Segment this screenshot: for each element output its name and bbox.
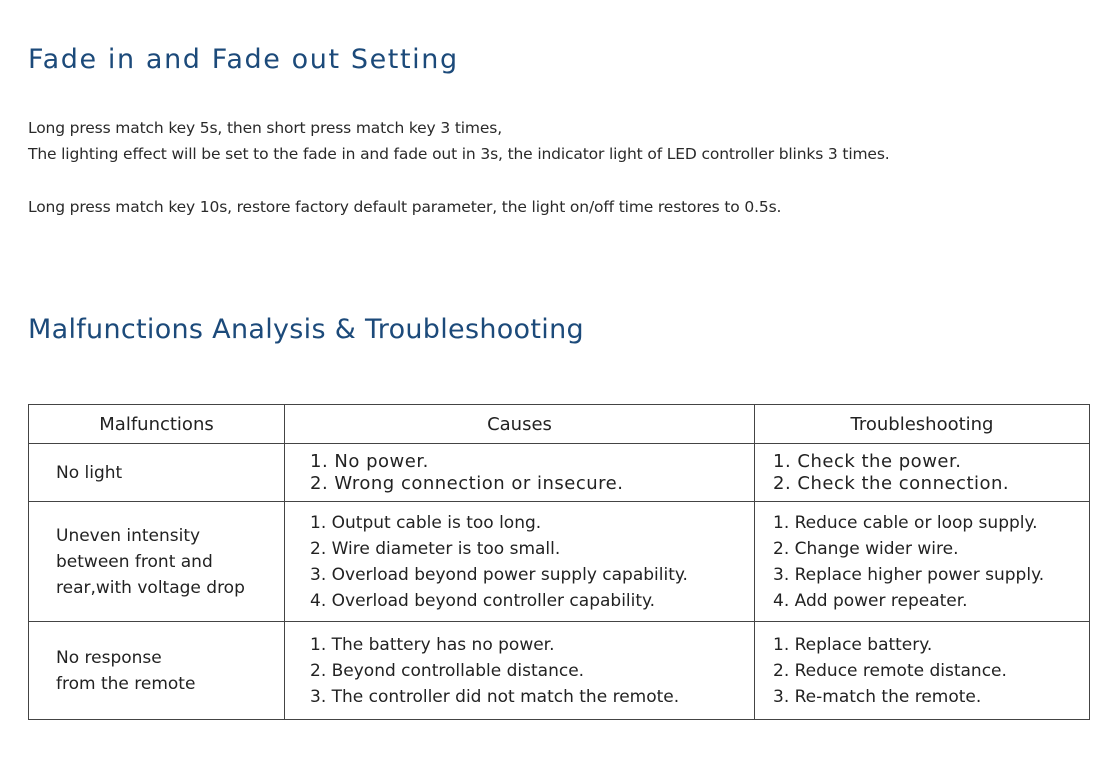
cause-item: 3. Overload beyond power supply capability.: [310, 564, 688, 585]
cause-item: 3. The controller did not match the remote.: [310, 686, 680, 707]
fix-item: 3. Re-match the remote.: [773, 686, 982, 707]
malfunction-text: No response: [56, 647, 162, 668]
fix-item: 1. Reduce cable or loop supply.: [773, 512, 1038, 533]
table-row: [29, 444, 1090, 502]
fix-item: 1. Replace battery.: [773, 634, 933, 655]
fix-item: 1. Check the power.: [773, 450, 962, 472]
fixes-list: [773, 451, 1089, 495]
fix-item: 2. Reduce remote distance.: [773, 660, 1007, 681]
troubleshooting-cell: [755, 622, 1090, 720]
malfunction-cell: [29, 622, 285, 720]
causes-list: [310, 451, 754, 495]
malfunction-cell: [29, 444, 285, 502]
fix-item: 2. Check the connection.: [773, 472, 1010, 494]
fade-instruction-line: The lighting effect will be set to the fade in and fade out in 3s, the indicator light of LED controller blinks 3 times.: [28, 145, 890, 163]
malfunctions-heading: Malfunctions Analysis & Troubleshooting: [28, 314, 584, 345]
header-causes: Causes: [285, 405, 755, 444]
header-malfunctions: Malfunctions: [29, 405, 285, 444]
cause-item: 2. Beyond controllable distance.: [310, 660, 585, 681]
factory-restore-instruction: [28, 194, 781, 220]
fixes-list: [773, 632, 1089, 710]
cause-item: 1. The battery has no power.: [310, 634, 555, 655]
fade-instruction-line: Long press match key 5s, then short press match key 3 times,: [28, 119, 502, 137]
malfunction-cell: [29, 502, 285, 622]
malfunction-text: No light: [56, 462, 123, 483]
cause-item: 1. Output cable is too long.: [310, 512, 542, 533]
troubleshooting-table: [28, 404, 1090, 720]
causes-cell: [285, 622, 755, 720]
cause-item: 4. Overload beyond controller capability.: [310, 590, 656, 611]
fix-item: 2. Change wider wire.: [773, 538, 959, 559]
causes-list: [310, 632, 754, 710]
fade-setting-heading: Fade in and Fade out Setting: [28, 44, 459, 75]
malfunction-text: between front and: [56, 551, 213, 572]
malfunction-text: from the remote: [56, 673, 196, 694]
troubleshooting-cell: [755, 502, 1090, 622]
fixes-list: [773, 510, 1089, 614]
malfunction-text: Uneven intensity: [56, 525, 201, 546]
troubleshooting-cell: [755, 444, 1090, 502]
fix-item: 4. Add power repeater.: [773, 590, 968, 611]
fix-item: 3. Replace higher power supply.: [773, 564, 1045, 585]
causes-cell: [285, 444, 755, 502]
causes-list: [310, 510, 754, 614]
table-header-row: [29, 405, 1090, 444]
table-row: [29, 502, 1090, 622]
cause-item: 2. Wire diameter is too small.: [310, 538, 561, 559]
cause-item: 1. No power.: [310, 450, 429, 472]
cause-item: 2. Wrong connection or insecure.: [310, 472, 624, 494]
header-troubleshooting: Troubleshooting: [755, 405, 1090, 444]
fade-setting-instructions: [28, 115, 890, 167]
malfunction-text: rear,with voltage drop: [56, 577, 245, 598]
restore-instruction-line: Long press match key 10s, restore factory default parameter, the light on/off time restores to 0.5s.: [28, 198, 782, 216]
table-row: [29, 622, 1090, 720]
causes-cell: [285, 502, 755, 622]
